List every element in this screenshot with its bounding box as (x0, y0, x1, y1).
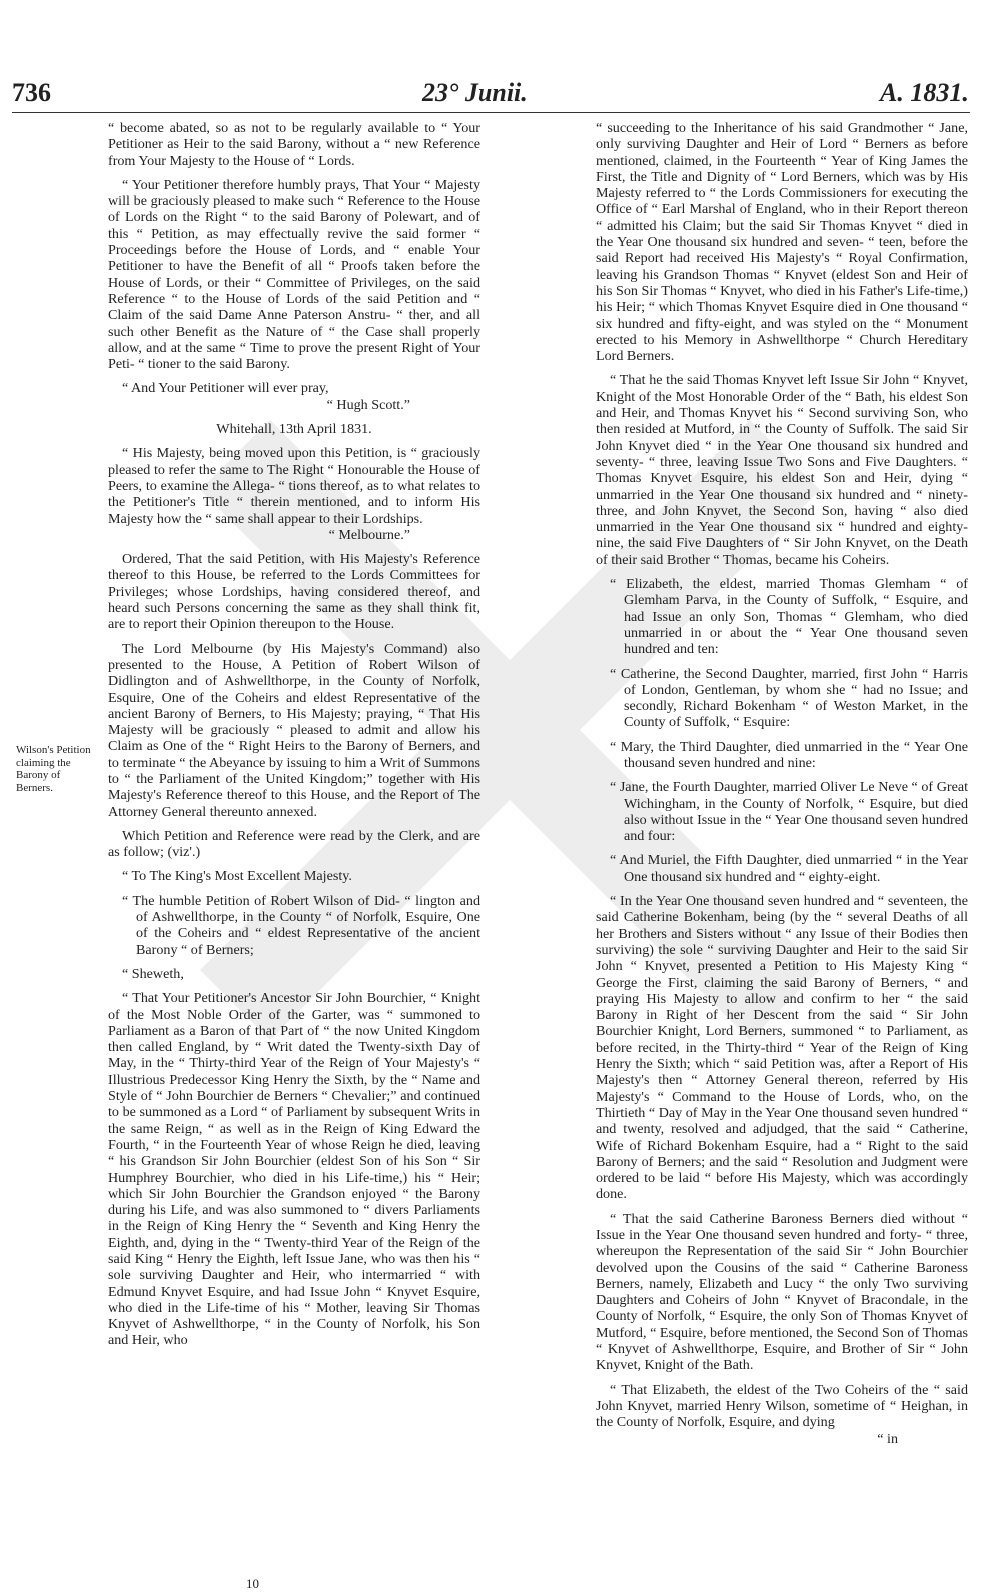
paragraph: Ordered, That the said Petition, with His Majesty's Reference thereof to this House, be referred to the Lords Committees for Privileges; whose Lordships, having considered thereof, and heard such Persons concerning the same as they shall think fit, are to report their Opinion thereupon to the House. (108, 551, 480, 633)
footer-signature: 10 (246, 1576, 259, 1591)
page-date: 23° Junii. (422, 78, 528, 107)
paragraph: “ That Elizabeth, the eldest of the Two Coheirs of the “ said John Knyvet, married Henry Wilson, sometime of “ Heighan, in the County of Norfolk, Esquire, and dying (596, 1381, 968, 1431)
paragraph-spacer (596, 1203, 968, 1211)
paragraph-spacer (108, 543, 480, 551)
paragraph-spacer (108, 982, 480, 990)
paragraph: Whitehall, 13th April 1831. (216, 421, 372, 438)
paragraph: “ Jane, the Fourth Daughter, married Oliver Le Neve “ of Great Wichingham, in the County of Norfolk, “ Esquire, but died also without Issue in the “ Year One thousand seven hundred and four: (610, 779, 968, 845)
paragraph-spacer (596, 568, 968, 576)
paragraph: “ And Your Petitioner will ever pray, (122, 380, 329, 397)
margin-note: Wilson's Petition claiming the Barony of Berners. (16, 744, 91, 794)
paragraph: “ That the said Catherine Baroness Berners died without “ Issue in the Year One thousand seven hundred and forty- “ three, whereupon the Representation of the said Sir “ John Bourchier devolved upon the Cousins of the said “ Catherine Baroness Berners, namely, Elizabeth and Lucy “ the only Two surviving Daughters and Coheirs of John “ Knyvet of Bracondale, in the County of Norfolk, “ Esquire, the only Son of Thomas Knyvet of Mutford, “ Esquire, before mentioned, the Second Son of Thomas “ Knyvet of Ashwellthorpe, Esquire, and Brother of Sir “ John Knyvet, Knight of the Bath. (596, 1210, 968, 1374)
paragraph-spacer (108, 372, 480, 380)
paragraph: “ And Muriel, the Fifth Daughter, died unmarried “ in the Year One thousand six hundred and “ eighty-eight. (610, 852, 968, 885)
paragraph: “ succeeding to the Inheritance of his said Grandmother “ Jane, only surviving Daughter and Heir of Lord “ Berners as before mentioned, claimed, in the Fourteenth “ Year of King James the First, the Title and Dignity of “ Lord Berners, which was by His Majesty referred to “ the Lords Commissioners for executing the Office of “ Earl Marshal of England, who in their Report thereon “ admitted his Claim; but the said Sir Thomas Knyvet “ died in the Year One thousand six hundred and seven- “ teen, before the said Report had received His Majesty's “ Royal Confirmation, leaving his Grandson Thomas “ Knyvet (eldest Son and Heir of his Son Sir Thomas “ Knyvet, who died in his Father's Life-time,) his Heir; “ which Thomas Knyvet Esquire died in One thousand “ six hundred and fifty-eight, and was styled on the “ Monument erected to his Memory in Ashwellthorpe “ Church Hereditary Lord Berners. (596, 120, 968, 365)
paragraph-spacer (596, 731, 968, 739)
paragraph-spacer (596, 771, 968, 779)
paragraph: “ The humble Petition of Robert Wilson of Did- “ lington and of Ashwellthorpe, in the County “ of Norfolk, Esquire, One of the Coheirs and “ eldest Representative of the ancient Barony “ of Berners; (122, 892, 480, 958)
paragraph: “ That Your Petitioner's Ancestor Sir John Bourchier, “ Knight of the Most Noble Order of the Garter, was “ summoned to Parliament as a Baron of that Part of “ the now United Kingdom then called England, by “ Writ dated the Twenty-sixth Day of May, in the “ Thirty-third Year of the Reign of Your Majesty's “ Illustrious Predecessor King Henry the Sixth, by the “ Name and Style of “ John Bourchier de Berners “ Chevalier;” and continued to be summoned as a Lord “ of Parliament by subsequent Writs in the same Reign, “ as well as in the Reign of King Edward the Fourth, “ in the Fourteenth Year of whose Reign he died, leaving “ his Grandson Sir John Bourchier (eldest Son of his Son “ Sir Humphrey Bourchier, who died in his Life-time,) his “ Heir; which Sir John Bourchier the Grandson enjoyed “ the Barony during his Life, and was also summoned to “ divers Parliaments in the Reign of King Henry the “ Seventh and King Henry the Eighth, and, dying in the “ Twenty-third Year of the Reign of the said King “ Henry the Eighth, left Issue Jane, who was then his “ sole surviving Daughter and Heir, who intermarried “ with Edmund Knyvet Esquire, and had Issue John “ Knyvet Esquire, who died in the Life-time of his “ Mother, leaving Sir Thomas Knyvet of Ashwellthorpe, “ in the County of Norfolk, his Son and Heir, who (108, 990, 480, 1349)
paragraph: “ Hugh Scott.” (326, 396, 410, 413)
paragraph: “ His Majesty, being moved upon this Petition, is “ graciously pleased to refer the same to The Right “ Honourable the House of Peers, to examine the Allega- “ tions thereof, as to what relates to the Petitioner's Title “ therein mentioned, and to inform His Majesty how the “ same shall appear to their Lordships. (108, 445, 480, 527)
paragraph: “ Elizabeth, the eldest, married Thomas Glemham “ of Glemham Parva, in the County of Suffolk, “ Esquire, and had Issue an only Son, Thomas “ Glemham, who died unmarried in or about the “ Year One thousand seven hundred and ten: (610, 576, 968, 658)
left-column (108, 120, 480, 1349)
paragraph-spacer (596, 364, 968, 372)
page-year: A. 1831. (880, 78, 969, 107)
paragraph-spacer (108, 413, 480, 421)
paragraph: “ Mary, the Third Daughter, died unmarried in the “ Year One thousand seven hundred and nine: (610, 738, 968, 771)
paragraph-spacer (108, 633, 480, 641)
paragraph: “ Sheweth, (122, 965, 184, 982)
paragraph-spacer (596, 844, 968, 852)
header-rule (12, 112, 970, 113)
paragraph: “ In the Year One thousand seven hundred and “ seventeen, the said Catherine Bokenham, being (by the “ several Deaths of all her Brothers and Sisters without “ any Issue of their Bodies then surviving) the sole “ surviving Daughter and Heir to the said Sir John “ Knyvet, presented a Petition to His Majesty King “ George the First, claiming the said Barony of Berners, “ and praying His Majesty to allow and confirm to her “ the said Barony in Right of her Descent from the said “ Sir John Bourchier Knight, Lord Berners, summoned “ to Parliament, as before recited, in the Thirty-third “ Year of the Reign of King Henry the Sixth; which “ said Petition was, after a Report of His Majesty's then “ Attorney General thereon, referred by His Majesty's “ Command to the House of Lords, who, on the Thirtieth “ Day of May in the Year One thousand seven hundred “ and twenty, resolved and adjudged, that the said “ Catherine, Wife of Richard Bokenham Esquire, had a “ Right to the said Barony of Berners; and the said “ Resolution and Judgment were ordered to be laid “ before His Majesty, which was accordingly done. (596, 893, 968, 1203)
paragraph: “ That he the said Thomas Knyvet left Issue Sir John “ Knyvet, Knight of the Most Honorable Order of the “ Bath, his eldest Son and Heir, and Thomas Knyvet his “ Second surviving Son, who then resided at Mutford, in “ the County of Suffolk. The said Sir John Knyvet died “ in the Year One thousand six hundred and seventy- “ three, leaving Issue Two Sons and Five Daughters. “ Thomas Knyvet Esquire, his eldest Son and Heir, dying “ unmarried in the Year One thousand six hundred and “ ninety-three, and John Knyvet, the Second Son, having “ also died unmarried in the Year One thousand six “ hundred and eighty-nine, the said Five Daughters of “ Sir John Knyvet, on the Death of their said Brother “ Thomas, became his Coheirs. (596, 372, 968, 568)
paragraph: “ Catherine, the Second Daughter, married, first John “ Harris of London, Gentleman, by whom she “ had no Issue; and secondly, Richard Bokenham “ of Weston Market, in the County of Suffolk, “ Esquire: (610, 665, 968, 731)
paragraph-spacer (108, 885, 480, 893)
paragraph-spacer (596, 885, 968, 893)
paragraph-spacer (108, 860, 480, 868)
paragraph-spacer (108, 958, 480, 966)
paragraph-spacer (108, 437, 480, 445)
page-number: 736 (12, 78, 51, 107)
paragraph-spacer (596, 1374, 968, 1382)
paragraph: “ Your Petitioner therefore humbly prays, That Your “ Majesty will be graciously pleased to make such “ Reference to the House of Lords on the Right “ to the said Barony of Polewart, and of this “ Petition, as may effectually revive the said former “ Proceedings before the House of Lords, and “ enable Your Petitioner to have the Benefit of all “ Proofs taken before the House of Lords, or their “ Committee of Privileges, on the said Reference “ to the House of Lords of the said Petition and “ Claim of the said Dame Anne Paterson Anstru- “ ther, and all such other Benefit as the Nature of “ the Case shall properly allow, and at the same “ Time to prove the present Right of Your Peti- “ tioner to the said Barony. (108, 176, 480, 373)
paragraph: “ Melbourne.” (328, 526, 410, 543)
paragraph: “ To The King's Most Excellent Majesty. (122, 868, 352, 885)
paragraph: “ become abated, so as not to be regularly available to “ Your Petitioner as Heir to the said Barony, without a “ new Reference from Your Majesty to the House of “ Lords. (108, 120, 480, 169)
paragraph: The Lord Melbourne (by His Majesty's Command) also presented to the House, A Petition of Robert Wilson of Didlington and of Ashwellthorpe, in the County of Norfolk, Esquire, One of the Coheirs and eldest Representative of the ancient Barony of Berners, to His Majesty; praying, “ That His Majesty will be graciously “ pleased to admit and allow his Claim as One of the “ Right Heirs to the Barony of Berners, and to terminate “ the Abeyance by issuing to him a Writ of Summons to “ the Parliament of the United Kingdom;” together with His Majesty's Reference thereof to this House, and the Report of The Attorney General thereunto annexed. (108, 640, 480, 820)
paragraph-spacer (108, 169, 480, 177)
paragraph: Which Petition and Reference were read by the Clerk, and are as follow; (viz'.) (108, 827, 480, 861)
paragraph: “ in (877, 1430, 898, 1447)
right-column (596, 120, 968, 1447)
paragraph-spacer (108, 820, 480, 828)
paragraph-spacer (596, 658, 968, 666)
